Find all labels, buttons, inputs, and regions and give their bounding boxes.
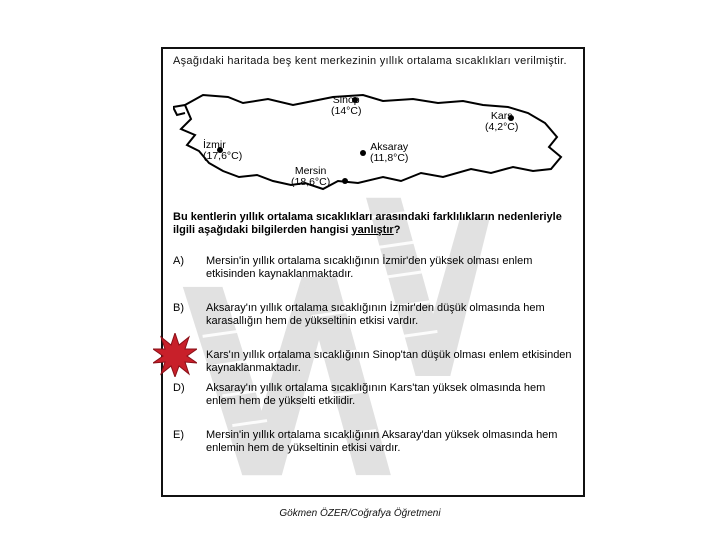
city-label-izmir [203, 140, 242, 162]
author-credit: Gökmen ÖZER/Coğrafya Öğretmeni [279, 508, 441, 519]
city-temp: (14°C) [331, 105, 362, 117]
city-name: Mersin [294, 165, 327, 177]
city-label-sinop [331, 95, 361, 117]
question-text: Bu kentlerin yıllık ortalama sıcaklıkları arasındaki farklılıkların nedenleriyle ilgili aşağıdaki bilgilerden hangisi [173, 211, 562, 236]
city-temp: (4,2°C) [485, 121, 519, 133]
question-keyword: yanlıştır [351, 223, 394, 236]
option-letter: B) [173, 302, 184, 314]
option-letter: D) [173, 382, 185, 394]
city-name: Sinop [332, 94, 360, 106]
intro-text: Aşağıdaki haritada beş kent merkezinin yıllık ortalama sıcaklıkları verilmiştir. [173, 55, 567, 67]
answer-star-icon [153, 333, 197, 377]
city-temp: (11,8°C) [370, 152, 409, 164]
city-name: Aksaray [370, 141, 409, 153]
city-temp: (18,6°C) [291, 176, 331, 188]
city-temp: (17,6°C) [203, 150, 243, 162]
option-text: Aksaray'ın yıllık ortalama sıcaklığının Kars'tan yüksek olmasında hem enlem hem de yükselti etkilidir. [206, 382, 546, 407]
city-name: İzmir [203, 139, 226, 151]
city-label-aksaray [370, 142, 408, 164]
option-letter: E) [173, 429, 184, 441]
option-text: Kars'ın yıllık ortalama sıcaklığının Sinop'tan düşük olması enlem etkisinden kaynaklanmaktadır. [206, 349, 572, 374]
question-stem [173, 211, 578, 236]
option-text: Aksaray'ın yıllık ortalama sıcaklığının İzmir'den düşük olmasında hem karasallığın hem de yükseltinin etkisi vardır. [206, 302, 545, 327]
city-name: Kars [490, 110, 513, 122]
option-text: Mersin'in yıllık ortalama sıcaklığının İzmir'den yüksek olması enlem etkisinden kaynaklanmaktadır. [206, 255, 533, 280]
turkey-map [173, 85, 573, 200]
question-sheet [161, 47, 585, 497]
city-label-kars [485, 111, 518, 133]
city-label-mersin [291, 166, 330, 188]
option-text: Mersin'in yıllık ortalama sıcaklığının Aksaray'dan yüksek olmasında hem enlemin hem de yükseltinin etkisi vardır. [206, 429, 558, 454]
question-mark: ? [393, 223, 401, 236]
option-letter: A) [173, 255, 184, 267]
sheet-content [163, 49, 583, 495]
